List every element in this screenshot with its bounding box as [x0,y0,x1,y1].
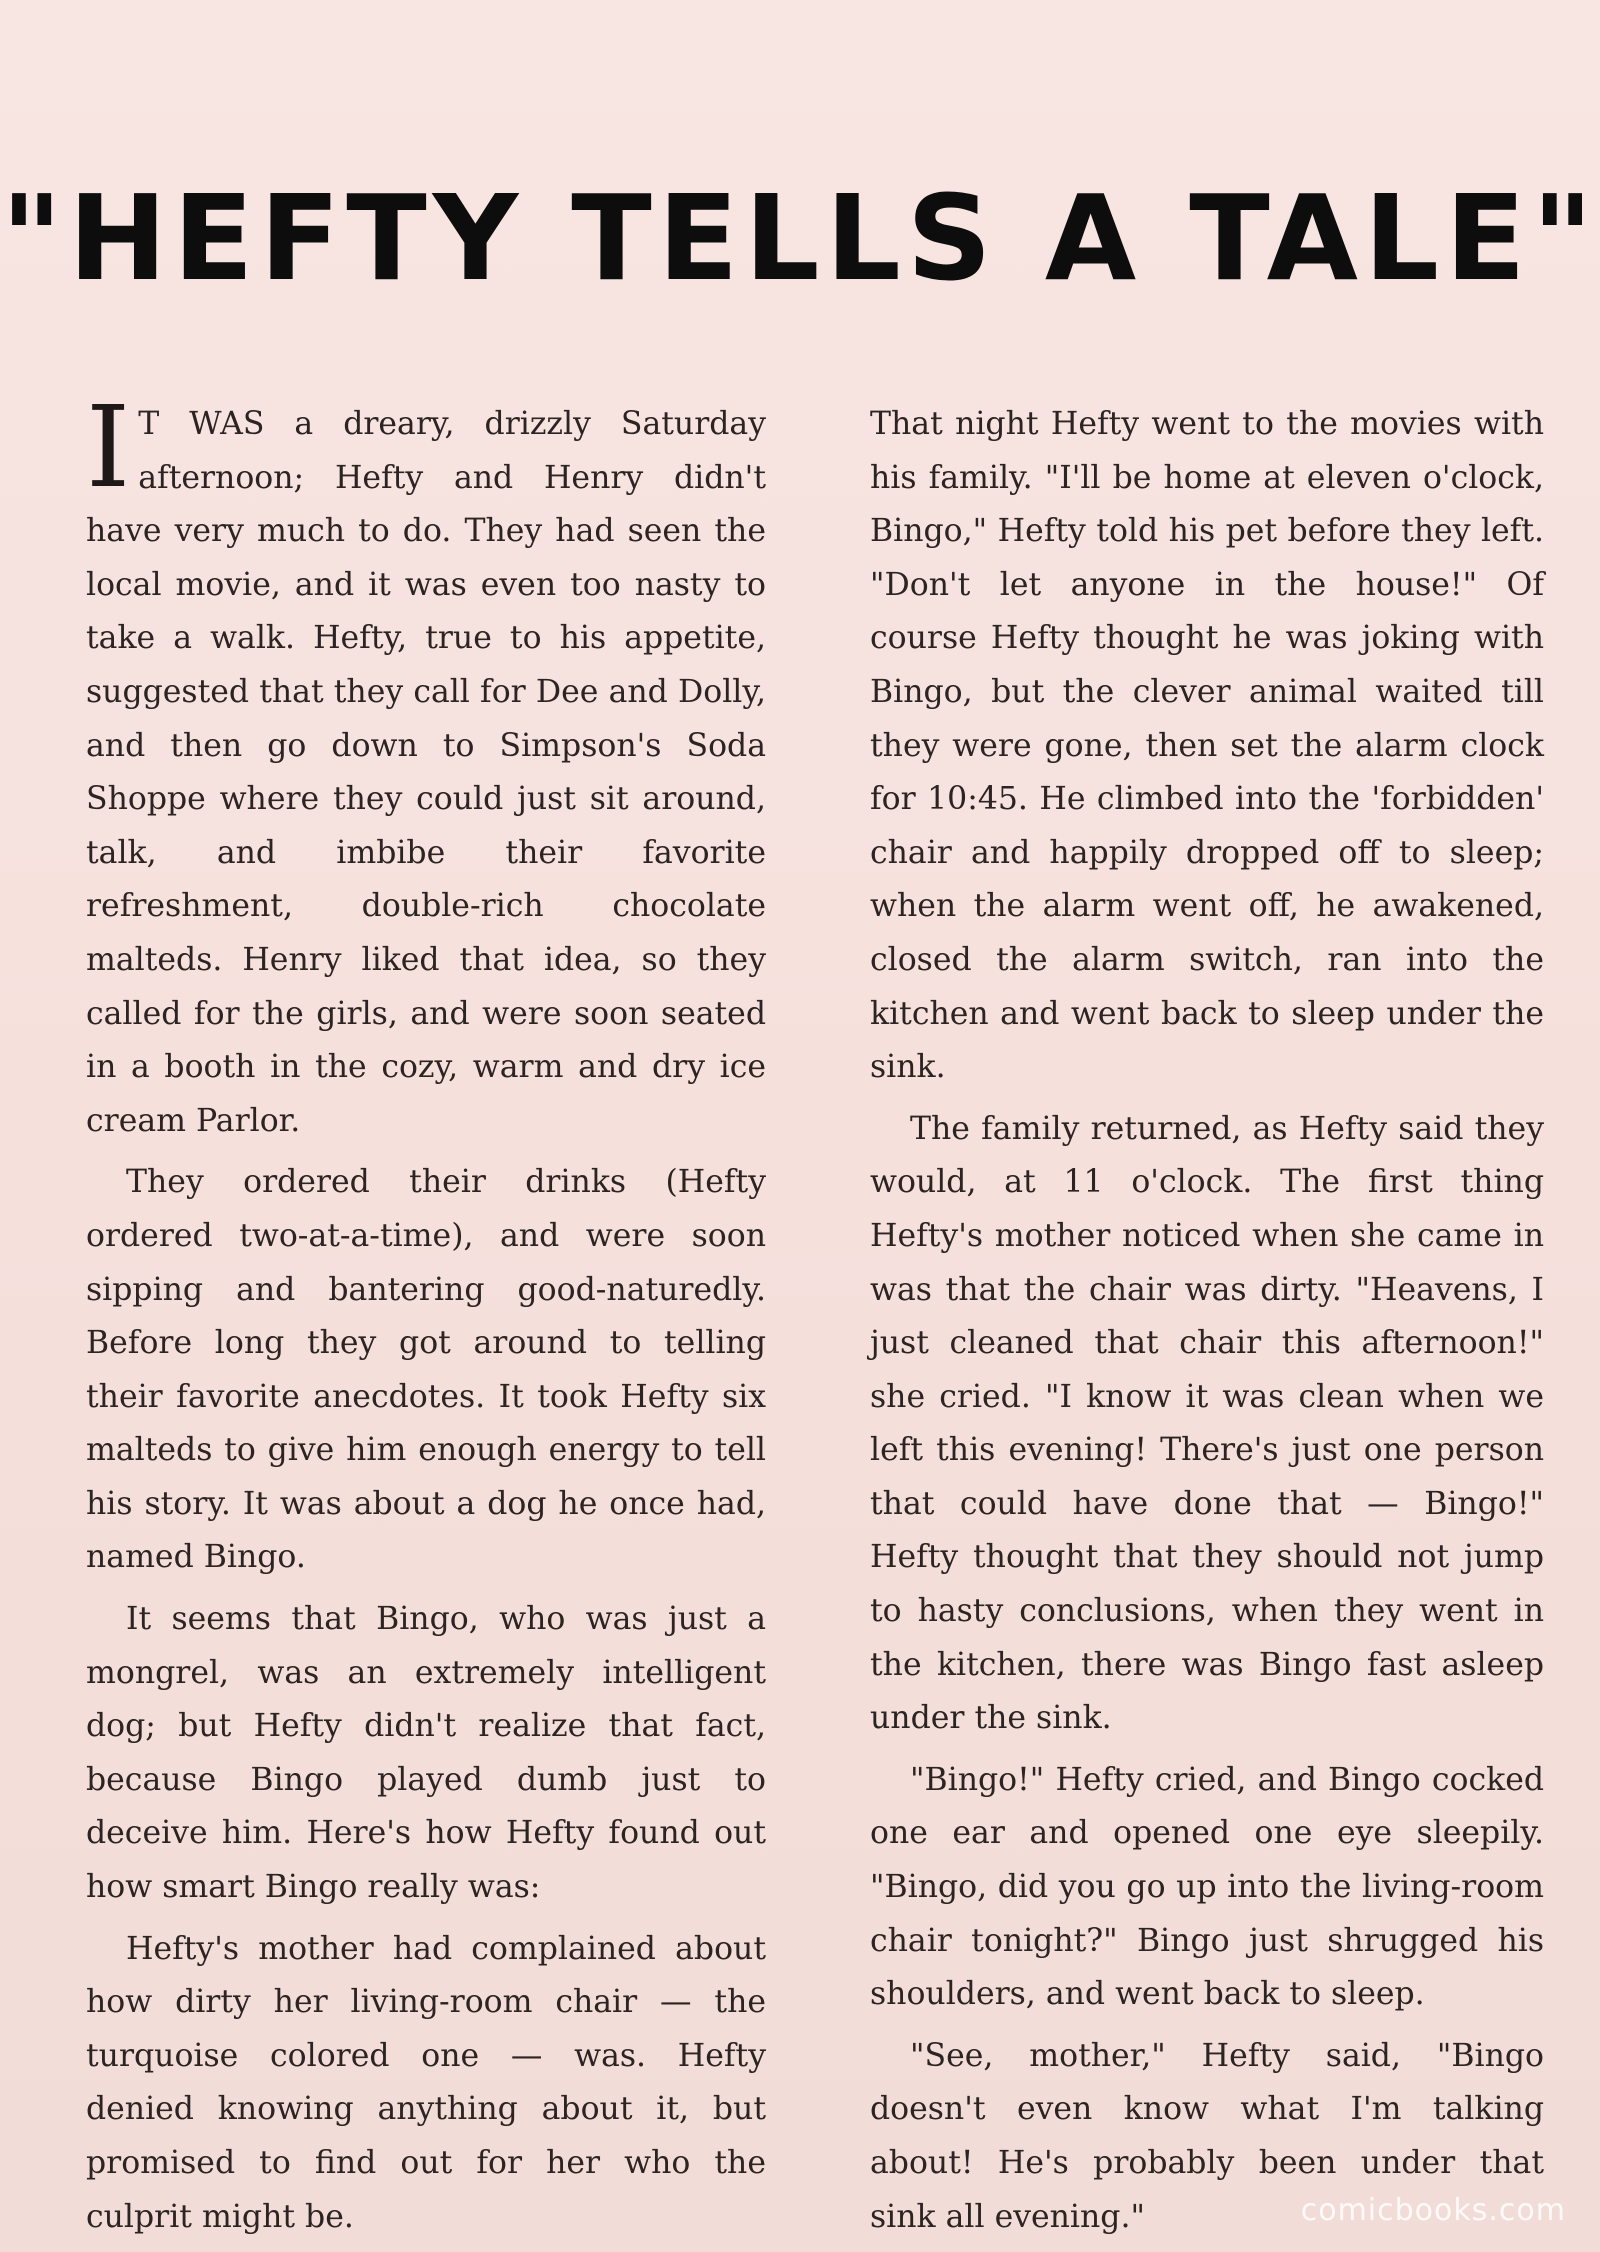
paragraph-left-1 [86,383,766,1148]
paragraph-left-2: They ordered their drinks (Hefty ordered two-at-a-time), and were soon sipping and bantering good-naturedly. Before long they got around to telling their favorite anecdotes. It took Hefty six malteds to give him enough energy to tell his story. It was about a dog he once had, named Bingo. [86,1164,766,1576]
paragraph-right-4: "See, mother," Hefty said, "Bingo doesn't even know what I'm talking about! He's probably been under that sink all evening." [870,2037,1544,2235]
page-title: "HEFTY TELLS A TALE" [0,169,1600,308]
drop-cap: I [86,383,131,513]
paragraph-right-1: That night Hefty went to the movies with his family. "I'll be home at eleven o'clock, Bingo," Hefty told his pet before they left. "Don't let anyone in the house!" Of course Hefty thought he was joking with Bingo, but the clever animal waited till they were gone, then set the alarm clock for 10:45. He climbed into the 'forbidden' chair and happily dropped off to sleep; when the alarm went off, he awakened, closed the alarm switch, ran into the kitchen and went back to sleep under the sink. [870,406,1544,1086]
text-column-left [86,383,766,2252]
paragraph-left-4: Hefty's mother had complained about how dirty her living-room chair — the turquoise colored one — was. Hefty denied knowing anything about it, but promised to find out for her who the culprit might be. [86,1930,766,2235]
text-column-right [870,398,1544,2252]
paragraph-right-2: The family returned, as Hefty said they would, at 11 o'clock. The first thing Hefty's mother noticed when she came in was that the chair was dirty. "Heavens, I just cleaned that chair this afternoon!" she cried. "I know it was clean when we left this evening! There's just one person that could have done that — Bingo!" Hefty thought that they should not jump to hasty conclusions, when they went in the kitchen, there was Bingo fast asleep under the sink. [870,1110,1544,1737]
paragraph-left-3: It seems that Bingo, who was just a mongrel, was an extremely intelligent dog; but Hefty didn't realize that fact, because Bingo played dumb just to deceive him. Here's how Hefty found out how smart Bingo really was: [86,1601,766,1906]
watermark: comicbooks.com [1300,2193,1566,2228]
paragraph-right-3: "Bingo!" Hefty cried, and Bingo cocked one ear and opened one eye sleepily. "Bingo, did you go up into the living-room chair tonight?" Bingo just shrugged his shoulders, and went back to sleep. [870,1761,1544,2013]
paragraph-text: T WAS a dreary, drizzly Saturday afternoon; Hefty and Henry didn't have very much to do. They had seen the local movie, and it was even too nasty to take a walk. Hefty, true to his appetite, suggested that they call for Dee and Dolly, and then go down to Simpson's Soda Shoppe where they could just sit around, talk, and imbibe their favorite refreshment, double-rich chocolate malteds. Henry liked that idea, so they called for the girls, and were soon seated in a booth in the cozy, warm and dry ice cream Parlor. [86,406,766,1139]
